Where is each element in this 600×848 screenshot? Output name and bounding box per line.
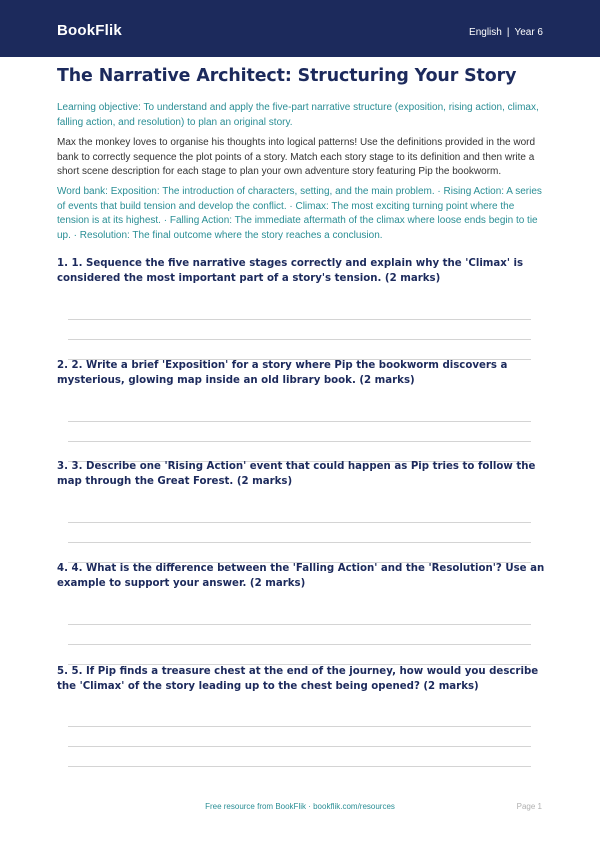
answer-line[interactable] (68, 421, 531, 422)
answer-line[interactable] (68, 766, 531, 767)
answer-line[interactable] (68, 441, 531, 442)
answer-line[interactable] (68, 319, 531, 320)
page-title: The Narrative Architect: Structuring Your Story (57, 66, 517, 86)
answer-line[interactable] (68, 746, 531, 747)
learning-objective: Learning objective: To understand and apply the five-part narrative structure (exposition, rising action, climax, falling action, and resolution) to plan an original story. (57, 102, 539, 128)
brand-logo: BookFlik (57, 22, 122, 39)
answer-line[interactable] (68, 542, 531, 543)
answer-line[interactable] (68, 339, 531, 340)
question-4: 4. 4. What is the difference between the 'Falling Action' and the 'Resolution'? Use an example to support your answer. (2 marks) (57, 563, 545, 589)
answer-line[interactable] (68, 726, 531, 727)
footer-text: Free resource from BookFlik · bookflik.com/resources (205, 802, 395, 811)
answer-line[interactable] (68, 624, 531, 625)
subject-label: English (469, 27, 502, 38)
page-header (0, 0, 600, 57)
question-2: 2. 2. Write a brief 'Exposition' for a story where Pip the bookworm discovers a mysterious, glowing map inside an old library book. (2 marks) (57, 360, 508, 386)
separator: | (506, 27, 510, 38)
intro-text: Max the monkey loves to organise his thoughts into logical patterns! Use the definitions provided in the word bank to correctly sequence the plot points of a story. Match each story stage to its definition and then write a short scene description for each stage to plan your own adventure story featuring Pip the bookworm. (57, 137, 536, 178)
year-label: Year 6 (514, 27, 543, 38)
page-number: Page 1 (516, 802, 542, 811)
question-1: 1. 1. Sequence the five narrative stages correctly and explain why the 'Climax' is considered the most important part of a story's tension. (2 marks) (57, 258, 524, 284)
word-bank: Word bank: Exposition: The introduction of characters, setting, and the main problem. · Rising Action: A series of events that build tension and develop the conflict. · Climax: The most exciting turning point where the tension is at its highest. · Falling Action: The immediate aftermath of the climax where loose ends begin to tie up. · Resolution: The final outcome where the story reaches a conclusion. (57, 186, 542, 241)
question-3: 3. 3. Describe one 'Rising Action' event that could happen as Pip tries to follow the map through the Great Forest. (2 marks) (57, 461, 536, 487)
subject-year (469, 27, 543, 38)
question-5: 5. 5. If Pip finds a treasure chest at the end of the journey, how would you describe the 'Climax' of the story leading up to the chest being opened? (2 marks) (57, 666, 539, 692)
answer-line[interactable] (68, 522, 531, 523)
answer-line[interactable] (68, 644, 531, 645)
